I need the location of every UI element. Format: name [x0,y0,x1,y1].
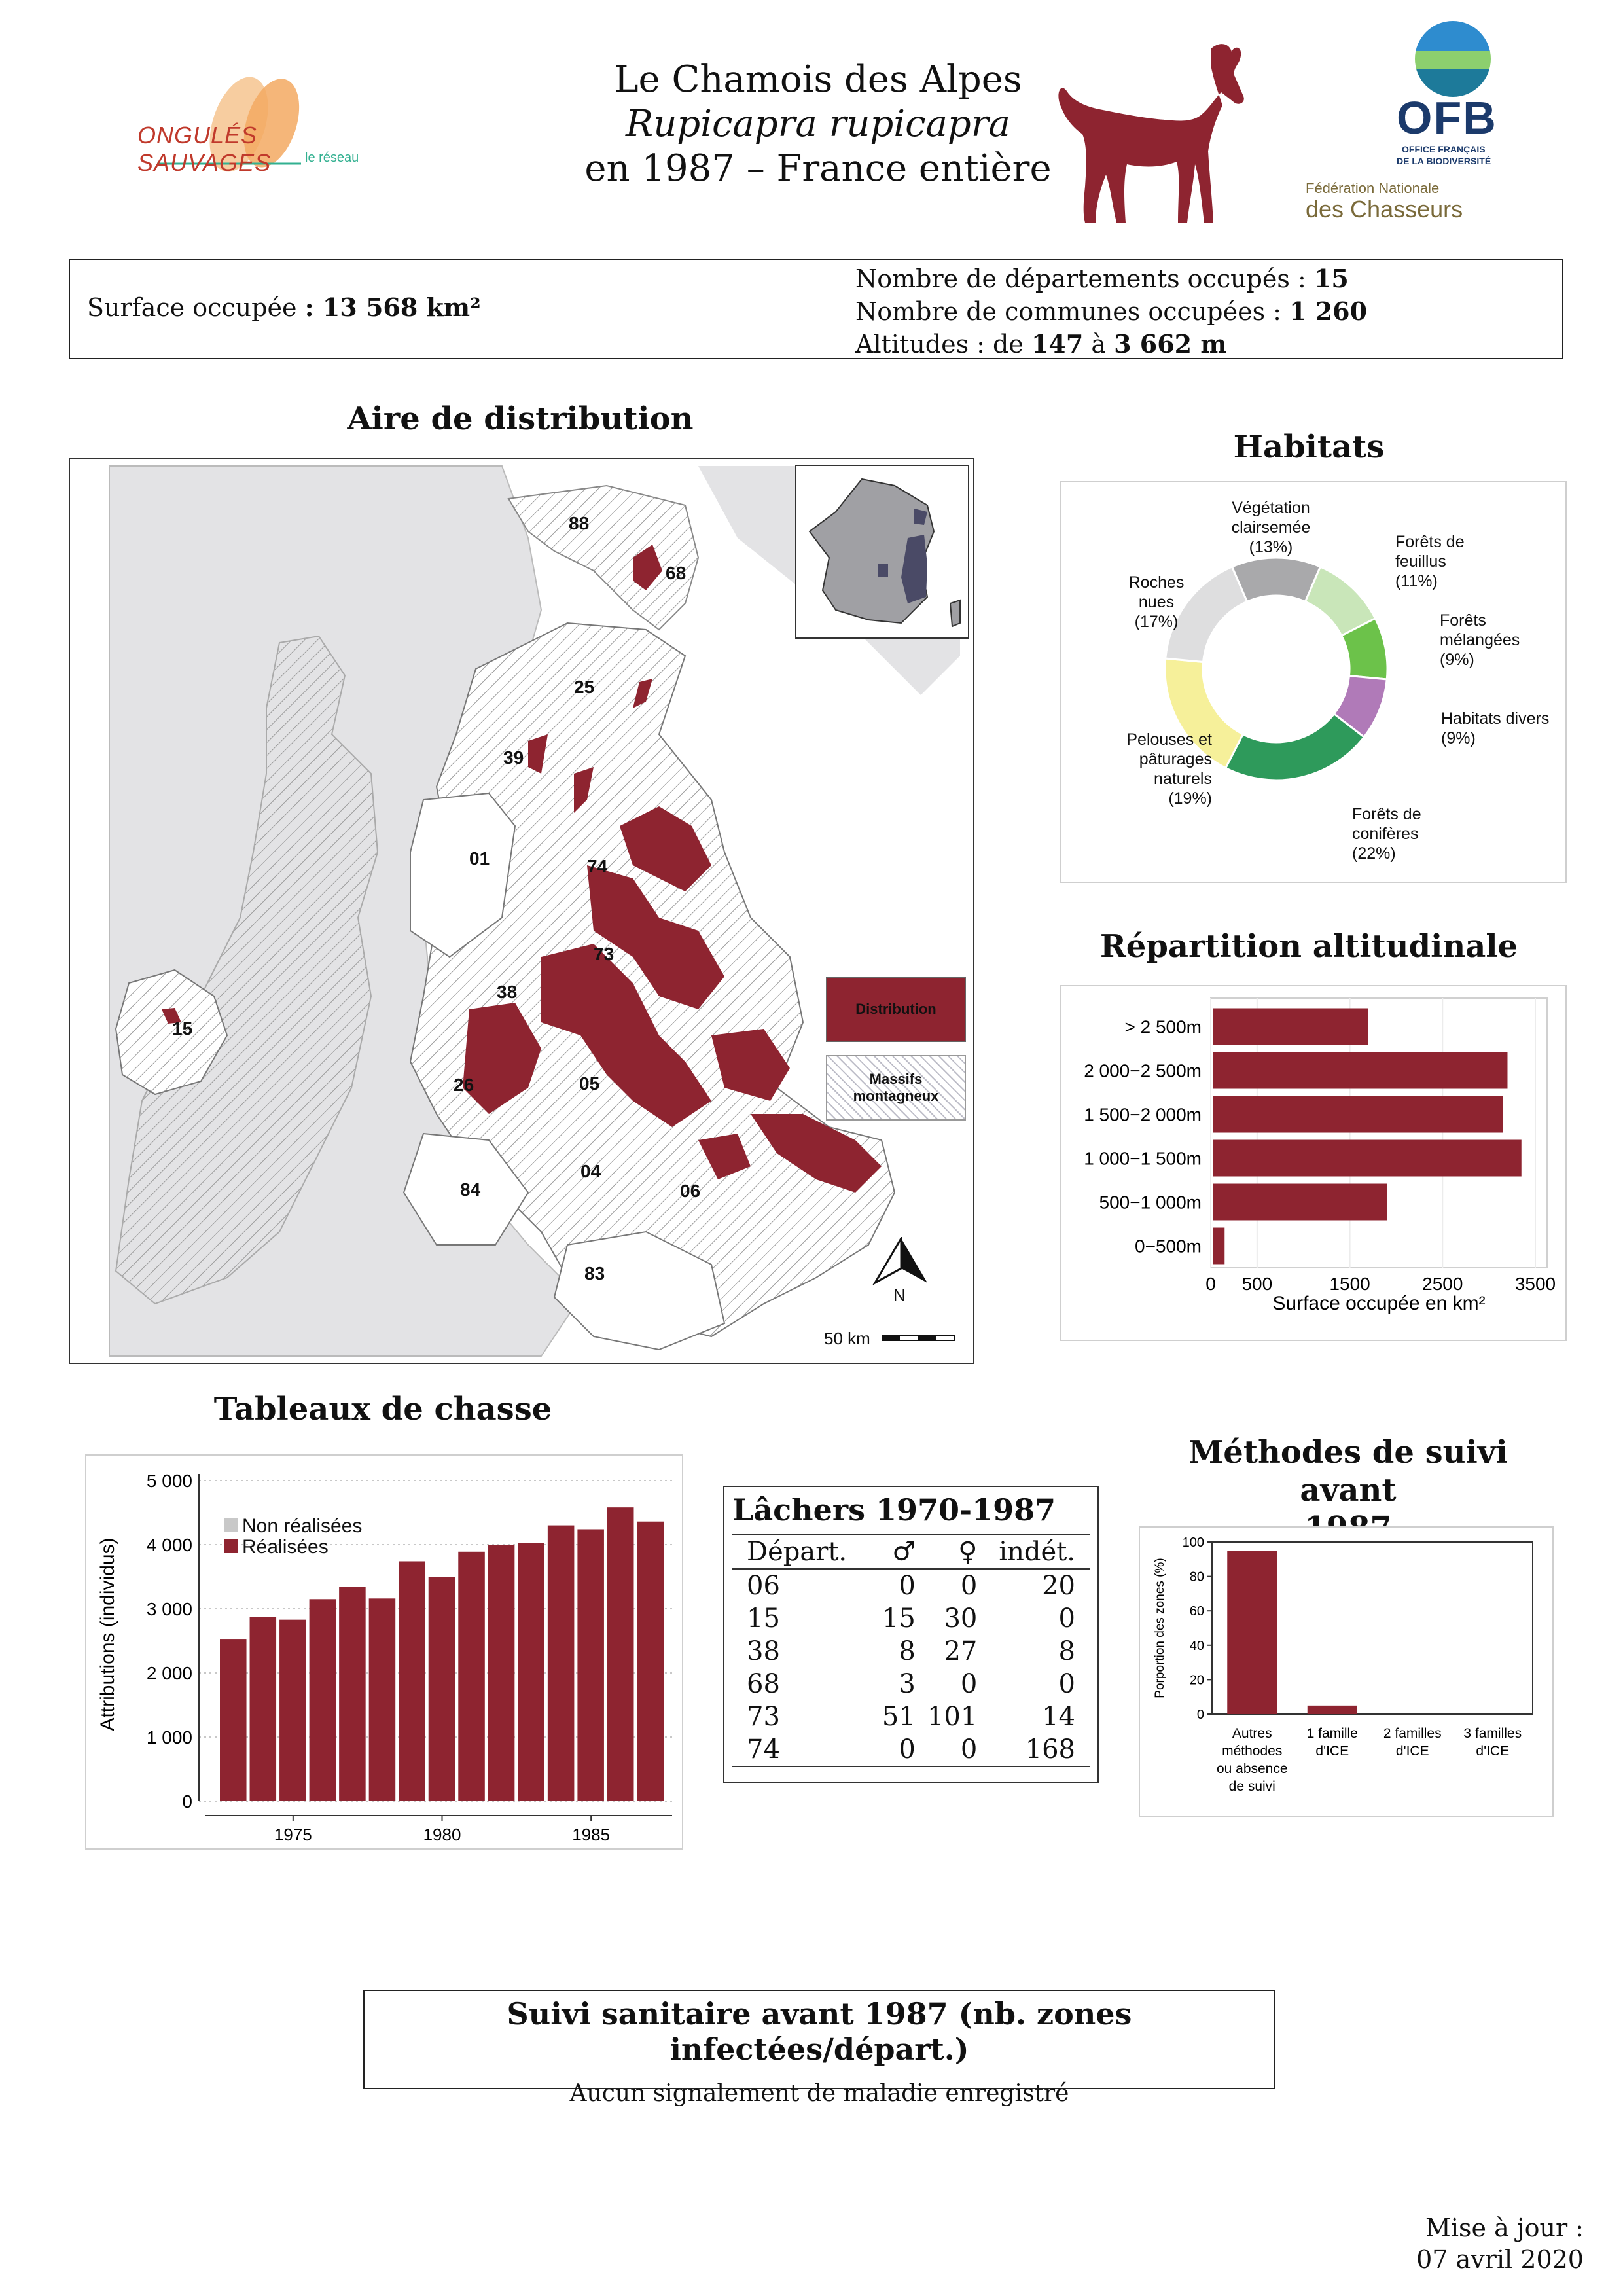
altitude-bar [1213,1009,1368,1045]
alt-max: 3 662 m [1114,329,1227,359]
lachers-cell: 0 [1058,1604,1075,1634]
lachers-row [732,1668,1090,1700]
fnc-logo-line-2: des Chasseurs [1306,196,1463,223]
altitude-xlabel: Surface occupée en km² [1272,1293,1486,1314]
dept-label-88: 88 [569,513,590,533]
methodes-category-label: d'ICE [1395,1744,1429,1759]
altitude-xtick-label: 500 [1241,1274,1273,1294]
dept-label-74: 74 [587,856,608,876]
hab-label-feuillus [1395,532,1465,591]
chasse-bar-realisees [488,1545,515,1801]
lachers-cell: 74 [747,1734,780,1765]
methodes-ytick-label: 20 [1189,1673,1204,1688]
chasse-title: Tableaux de chasse [213,1391,552,1427]
legend-massifs-label-1: Massifs [869,1071,923,1087]
altitude-category-label: 2 000−2 500m [1084,1060,1202,1081]
hab-label-coniferes [1352,804,1421,863]
altitude-bar [1213,1140,1522,1177]
methodes-ytick-label: 0 [1196,1708,1204,1722]
lachers-cell: 06 [747,1571,780,1601]
dept-row [855,262,1367,295]
chasse-bar-realisees [339,1587,366,1801]
logo-fnc [1306,180,1528,226]
fnc-logo-line-1: Fédération Nationale [1306,180,1440,196]
hab-label-coniferes-1: Forêts de [1352,805,1421,823]
chasse-bar-realisees [458,1552,485,1801]
altitude-bar [1213,1052,1507,1089]
chamois-silhouette-icon [1047,36,1257,226]
suivi-sanitaire-box [363,1990,1275,2107]
hab-label-pelouses-4: (19%) [1168,789,1212,808]
dept-label-06: 06 [680,1181,701,1201]
chasse-bar-realisees [220,1639,247,1801]
methodes-category-label: 1 famille [1306,1726,1358,1741]
hab-label-melangees-2: mélangées [1440,631,1520,649]
methodes-category-label: Autres [1232,1726,1272,1741]
altitude-category-label: > 2 500m [1124,1016,1202,1037]
logo-ongules-sauvages [131,72,380,183]
suivi-sanitaire-title: Suivi sanitaire avant 1987 (nb. zones infectées/départ.) [507,1996,1132,2067]
chasse-bar-realisees [399,1561,425,1801]
ofb-logo-sub-1: OFFICE FRANÇAIS [1402,144,1486,154]
altitude-bar [1213,1228,1224,1265]
update-date [1374,2212,1584,2275]
lachers-cell: 0 [960,1669,978,1699]
hab-label-melangees [1440,611,1520,670]
altitude-row [855,328,1367,361]
update-label: Mise à jour : [1425,2214,1584,2242]
hab-label-roches-1: Roches [1128,573,1185,592]
dept-label-39: 39 [503,747,524,768]
dept-label-73: 73 [594,944,615,964]
methodes-category-label: 3 familles [1463,1726,1522,1741]
logo-ofb [1387,20,1518,170]
lachers-cell: 15 [747,1604,780,1634]
lachers-header-indet: indét. [999,1537,1075,1567]
chasse-bar-realisees [637,1522,664,1801]
title-line-3: en 1987 – France entière [584,147,1052,190]
chasse-panel [85,1454,683,1850]
lachers-cell: 27 [944,1636,978,1666]
habitats-title: Habitats [1233,429,1385,465]
surface-occupee: Surface occupée : 13 568 km² [87,293,481,322]
chasse-legend-nonrealisees [224,1516,362,1537]
chasse-bar-realisees [369,1598,396,1801]
lachers-cell: 0 [899,1571,916,1601]
methodes-title-1: Méthodes de suivi avant [1188,1434,1508,1509]
lachers-cell: 101 [927,1702,978,1732]
legend-swatch-red [224,1539,238,1553]
methodes-bar [1308,1706,1357,1714]
dept-value: 15 [1313,264,1349,293]
lachers-row [732,1700,1090,1733]
dept-label-05: 05 [579,1073,600,1094]
surface-label: Surface occupée [87,293,297,322]
dept-label-04: 04 [580,1161,601,1181]
chasse-bar-realisees [607,1507,634,1801]
hab-label-roches [1114,573,1199,632]
legend-massifs [826,1055,966,1121]
hab-label-pelouses-1: Pelouses et [1126,730,1212,749]
altitude-bar [1213,1184,1387,1221]
chasse-legend-realisees [224,1537,362,1558]
alt-label: Altitudes : de [855,330,1024,359]
title-line-2: Rupicapra rupicapra [626,103,1010,145]
lachers-cell: 30 [944,1604,978,1634]
hab-label-pelouses-2: pâturages [1139,750,1212,768]
chasse-bar-realisees [518,1543,544,1801]
methodes-category-label: 2 familles [1383,1726,1442,1741]
methodes-panel [1139,1526,1554,1817]
hab-label-pelouses [1081,730,1212,808]
inset-france-icon [796,466,968,637]
legend-swatch-grey [224,1518,238,1532]
lachers-table-body [732,1569,1090,1767]
lachers-cell: 168 [1025,1734,1075,1765]
chasse-chart [86,1456,682,1848]
hab-label-veg [1205,498,1336,557]
legend-massifs-label-2: montagneux [853,1088,939,1104]
hab-label-melangees-3: (9%) [1440,651,1474,669]
summary-box [69,259,1563,359]
summary-right [855,262,1367,361]
north-label: N [893,1285,906,1305]
ofb-logo-sub-2: DE LA BIODIVERSITÉ [1397,156,1491,166]
lachers-cell: 0 [960,1734,978,1765]
lachers-row [732,1635,1090,1668]
chasse-ytick-label: 4 000 [146,1535,192,1555]
distribution-map [69,458,974,1364]
dept-label-15: 15 [172,1018,193,1039]
lachers-header-row [732,1535,1090,1569]
chasse-ytick-label: 0 [182,1791,192,1812]
lachers-box [723,1486,1099,1783]
altitude-category-label: 0−500m [1135,1236,1202,1257]
habitats-panel [1060,481,1567,883]
lachers-cell: 8 [899,1636,916,1666]
suivi-sanitaire-text: Aucun signalement de maladie enregistré [569,2080,1069,2107]
chasse-ytick-label: 3 000 [146,1599,192,1619]
hab-label-veg-2: clairsemée [1231,518,1311,537]
communes-value: 1 260 [1289,296,1368,326]
lachers-cell: 68 [747,1669,780,1699]
lachers-cell: 3 [899,1669,916,1699]
communes-label: Nombre de communes occupées : [855,297,1281,326]
hab-label-coniferes-3: (22%) [1352,844,1396,863]
altitude-bar [1213,1096,1503,1133]
lachers-cell: 14 [1042,1702,1075,1732]
map-title: Aire de distribution [347,401,694,437]
altitude-xtick-label: 2500 [1422,1274,1463,1294]
habitat-slice-4 [1226,714,1364,780]
dept-label-68: 68 [666,563,687,583]
chasse-ytick-label: 1 000 [146,1727,192,1748]
lachers-row [732,1602,1090,1635]
hab-label-melangees-1: Forêts [1440,611,1486,630]
altitude-panel [1060,985,1567,1341]
altitude-category-label: 1 000−1 500m [1084,1148,1202,1169]
hab-label-divers [1441,709,1549,748]
methodes-ytick-label: 100 [1182,1535,1204,1550]
chasse-xtick-label: 1975 [274,1825,312,1844]
lachers-cell: 15 [882,1604,916,1634]
hab-label-veg-1: Végétation [1232,499,1310,517]
hab-label-divers-2: (9%) [1441,729,1476,747]
alt-mid: à [1091,330,1107,359]
chasse-xtick-label: 1985 [572,1825,611,1844]
altitude-xtick-label: 1500 [1329,1274,1370,1294]
inset-france-map [795,465,969,639]
chasse-legend-label-1: Réalisées [242,1536,329,1558]
lachers-cell: 38 [747,1636,780,1666]
lachers-row [732,1733,1090,1767]
legend-distribution-label: Distribution [855,1001,936,1017]
methodes-category-label: ou absence [1216,1761,1288,1776]
chasse-legend-label-0: Non réalisées [242,1515,363,1537]
chasse-bar-realisees [310,1599,336,1801]
chasse-bar-realisees [577,1529,604,1801]
hab-label-coniferes-2: conifères [1352,825,1419,843]
title-line-1: Le Chamois des Alpes [614,58,1022,101]
altitude-title: Répartition altitudinale [1099,928,1518,965]
hab-label-roches-2: nues [1138,593,1175,611]
ofb-logo-text: OFB [1397,92,1497,143]
altitude-category-label: 1 500−2 000m [1084,1104,1202,1125]
lachers-table [732,1534,1090,1767]
chasse-xtick-label: 1980 [423,1825,461,1844]
scale-bar-icon [882,1333,955,1343]
methodes-category-label: d'ICE [1476,1744,1510,1759]
lachers-cell: 20 [1042,1571,1075,1601]
chasse-bar-realisees [548,1526,575,1801]
dept-label: Nombre de départements occupés : [855,264,1306,293]
ongules-logo-text: ONGULÉS SAUVAGES [137,122,272,176]
lachers-cell: 0 [1058,1669,1075,1699]
hab-label-feuillus-2: feuillus [1395,552,1446,571]
chasse-ytick-label: 5 000 [146,1471,192,1491]
chasse-ylabel: Attributions (individus) [97,1537,118,1731]
chasse-ytick-label: 2 000 [146,1663,192,1683]
dept-label-83: 83 [584,1263,605,1283]
methodes-category-label: méthodes [1222,1744,1283,1759]
dept-label-01: 01 [469,848,490,869]
lachers-cell: 51 [882,1702,916,1732]
scale-label: 50 km [824,1329,870,1348]
alt-min: 147 [1031,329,1084,359]
communes-row [855,295,1367,328]
methodes-ylabel: Porportion des zones (%) [1153,1558,1167,1698]
methodes-chart [1140,1528,1552,1816]
lachers-cell: 0 [960,1571,978,1601]
methodes-bar [1227,1551,1277,1714]
lachers-row [732,1569,1090,1602]
hab-label-veg-3: (13%) [1249,538,1293,556]
chasse-bar-realisees [429,1577,455,1801]
surface-value: 13 568 km² [322,293,481,322]
altitude-xtick-label: 0 [1205,1274,1216,1294]
update-value: 07 avril 2020 [1416,2245,1584,2274]
altitude-chart [1061,986,1565,1340]
chasse-legend [224,1516,362,1558]
lachers-header-male: ♂ [891,1537,916,1567]
lachers-header-dept: Départ. [747,1537,847,1567]
hab-label-divers-1: Habitats divers [1441,709,1550,728]
methodes-ytick-label: 80 [1189,1570,1204,1585]
lachers-header-female: ♀ [958,1537,978,1567]
lachers-cell: 0 [899,1734,916,1765]
altitude-category-label: 500−1 000m [1099,1192,1202,1213]
lachers-cell: 73 [747,1702,780,1732]
hab-label-feuillus-3: (11%) [1395,572,1438,590]
methodes-ytick-label: 40 [1189,1638,1204,1653]
lachers-title: Lâchers 1970-1987 [732,1492,1056,1528]
chasse-bar-realisees [279,1620,306,1801]
methodes-ytick-label: 60 [1189,1604,1204,1619]
methodes-category-label: d'ICE [1315,1744,1349,1759]
lachers-cell: 8 [1058,1636,1075,1666]
legend-distribution [826,977,966,1042]
ongules-logo-sub: le réseau [305,151,359,165]
hab-label-pelouses-3: naturels [1154,770,1212,788]
dept-label-84: 84 [460,1179,481,1200]
dept-label-25: 25 [574,677,595,697]
dept-label-38: 38 [497,982,518,1002]
altitude-xtick-label: 3500 [1514,1274,1556,1294]
chasse-bar-realisees [250,1617,277,1801]
dept-label-26: 26 [454,1075,474,1095]
hab-label-feuillus-1: Forêts de [1395,533,1465,551]
hab-label-roches-3: (17%) [1134,613,1179,631]
methodes-category-label: de suivi [1228,1779,1275,1794]
